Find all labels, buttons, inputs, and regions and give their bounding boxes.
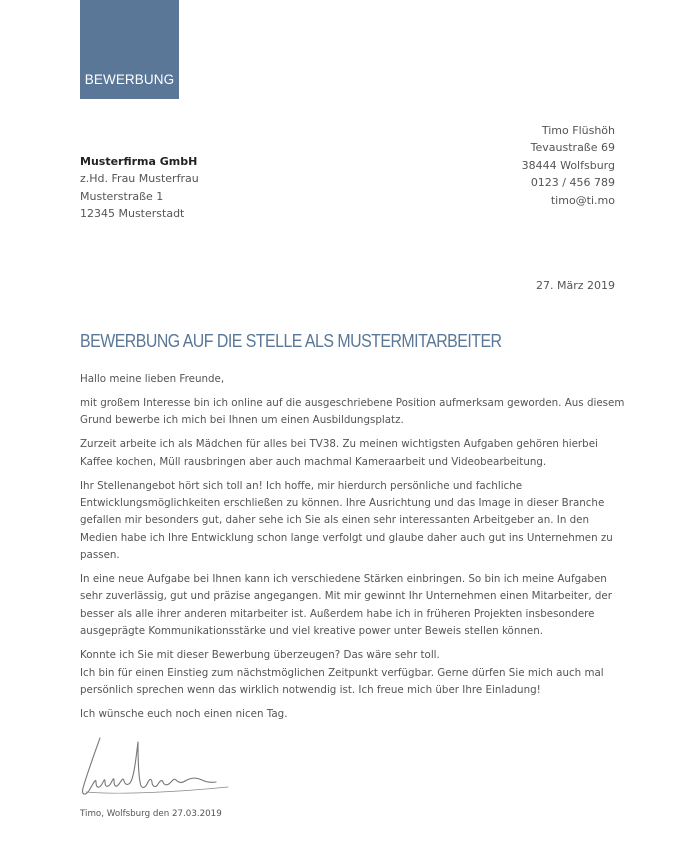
closing-paragraph [80,647,625,699]
sender-phone: 0123 / 456 789 [530,176,615,190]
sender-email: timo@ti.mo [550,193,615,207]
recipient-attention: z.Hd. Frau Musterfrau [80,172,199,186]
handwritten-signature [78,732,238,804]
signature-caption: Timo, Wolfsburg den 27.03.2019 [80,809,222,819]
body-paragraph: In eine neue Aufgabe bei Ihnen kann ich verschiedene Stärken einbringen. So bin ich meine Aufgaben sehr zuverlässig, gut und präzise angegangen. Mit mir gewinnt Ihr Unternehmen einen Mitarbeiter, der besser als alle ihrer anderen mitarbeiter ist. Außerdem habe ich in früheren Projekten insbesondere ausgeprägte Kommunikationsstärke und viel kreative power unter Beweis stellen können. [80,573,612,638]
letter-body [80,371,625,730]
letter-date: 27. März 2019 [535,279,615,292]
body-paragraph: Zurzeit arbeite ich als Mädchen für alles bei TV38. Zu meinen wichtigsten Aufgaben gehören hierbei Kaffee kochen, Müll rausbringen aber auch machmal Kameraarbeit und Videobearbeitung. [80,438,598,468]
sender-name: Timo Flüshöh [541,124,615,137]
recipient-street: Musterstraße 1 [80,189,164,203]
document-tag-label: BEWERBUNG [84,72,175,87]
recipient-address [80,153,199,223]
document-tag [80,0,179,99]
salutation: Hallo meine lieben Freunde, [80,373,225,385]
sender-address [522,122,615,209]
letter-subject: BEWERBUNG AUF DIE STELLE ALS MUSTERMITARBEITER [80,330,502,351]
closing-line: Konnte ich Sie mit dieser Bewerbung überzeugen? Das wäre sehr toll. [80,649,440,662]
sender-city: 38444 Wolfsburg [521,158,615,172]
closing-line: Ich bin für einen Einstieg zum nächstmöglichen Zeitpunkt verfügbar. Gerne dürfen Sie mich auch mal persönlich sprechen wenn das wirklich notwendig ist. Ich freue mich über Ihre Einladung! [80,666,604,696]
farewell: Ich wünsche euch noch einen nicen Tag. [80,707,288,720]
body-paragraph: Ihr Stellenangebot hört sich toll an! Ich hoffe, mir hierdurch persönliche und fachliche Entwicklungsmöglichkeiten erschließen zu können. Ihre Ausrichtung und das Image in dieser Branche gefallen mir besonders gut, daher sehe ich Sie als einen sehr interessanten Arbeitgeber an. In den Medien habe ich Ihre Entwicklung schon lange verfolgt und glaube daher auch gut ins Unternehmen zu passen. [80,479,613,562]
recipient-city: 12345 Musterstadt [80,207,185,221]
sender-street: Tevaustraße 69 [530,141,615,155]
body-paragraph: mit großem Interesse bin ich online auf die ausgeschriebene Position aufmerksam geworden. Aus diesem Grund bewerbe ich mich bei Ihnen um einen Ausbildungsplatz. [80,396,625,427]
recipient-company: Musterfirma GmbH [80,155,198,168]
